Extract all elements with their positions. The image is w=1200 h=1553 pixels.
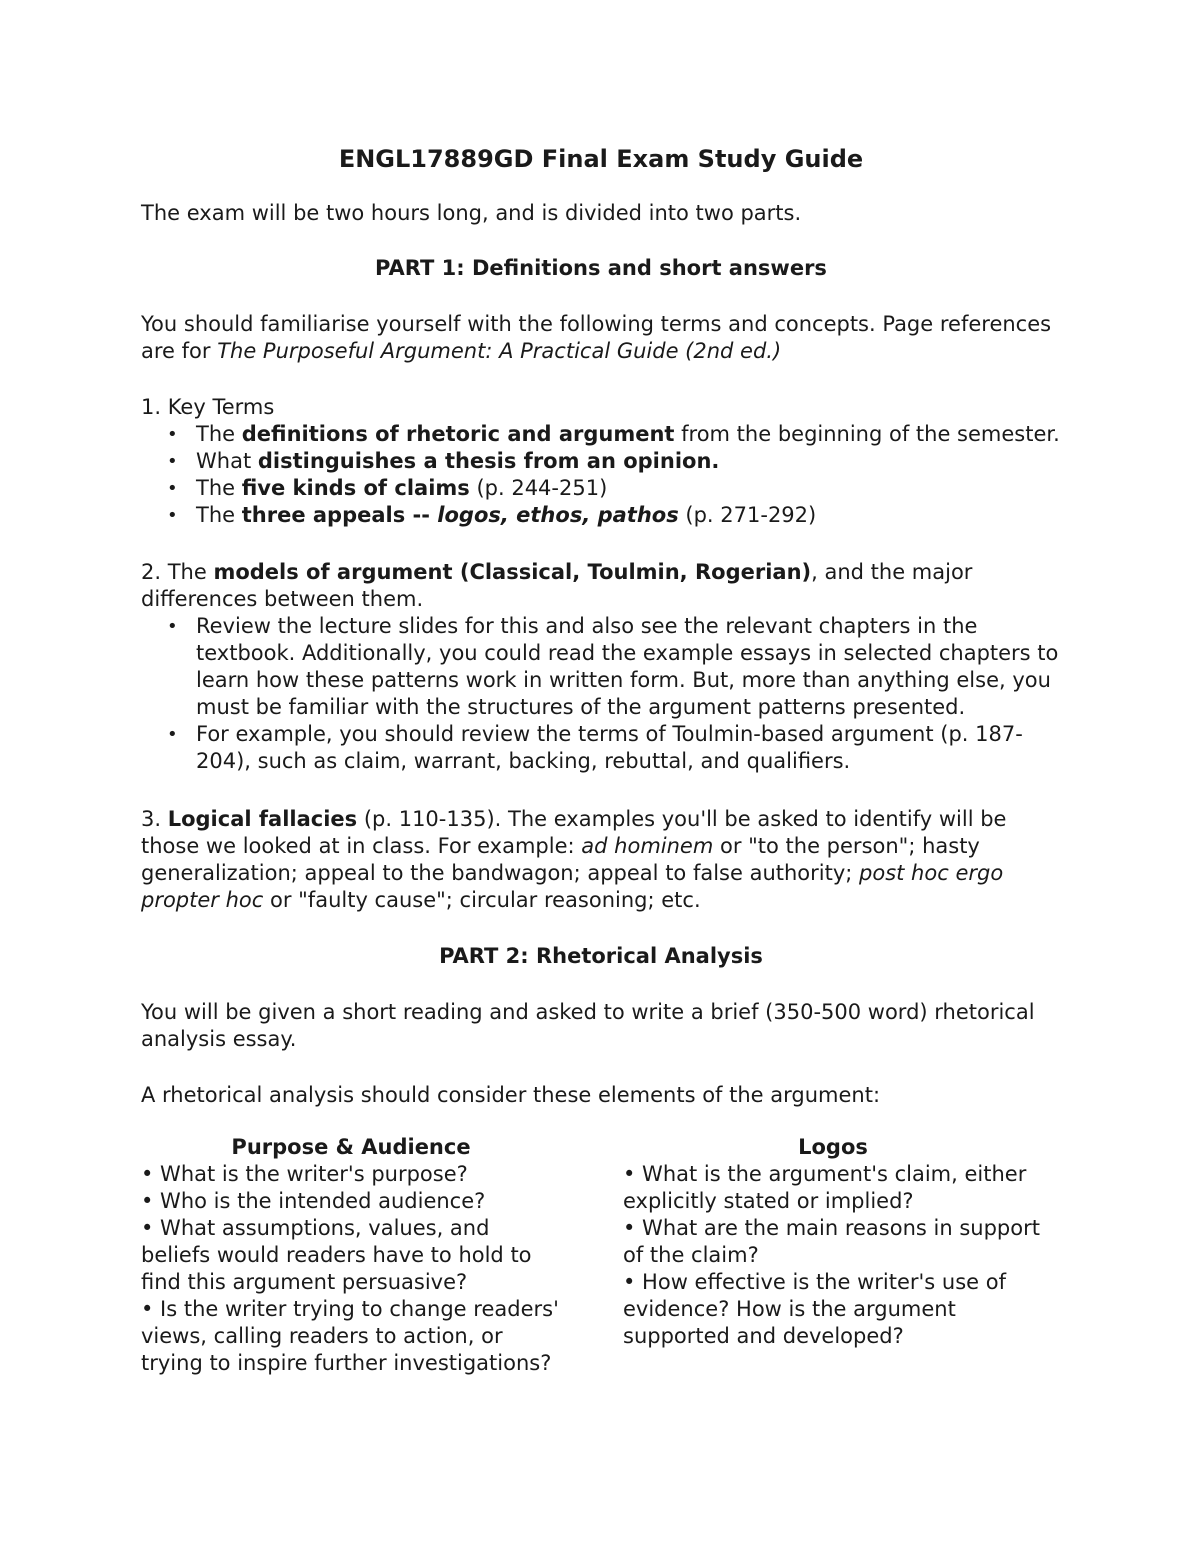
list-item: • The five kinds of claims (p. 244-251)	[141, 475, 1061, 502]
key-terms-list	[141, 421, 1061, 529]
section-models	[141, 559, 1061, 775]
models-list	[141, 613, 1061, 775]
list-item: • Review the lecture slides for this and also see the relevant chapters in the textbook. Additionally, you could read the example essays in selected chapters to learn how these patterns work in written form. But, more than anything else, you must be familiar with the structures of the argument patterns presented.	[141, 613, 1061, 721]
list-item: • What distinguishes a thesis from an opinion.	[141, 448, 1061, 475]
part1-heading: PART 1: Definitions and short answers	[375, 256, 827, 280]
key-terms-label: 1. Key Terms	[141, 395, 275, 419]
part2-paragraph-2: A rhetorical analysis should consider these elements of the argument:	[141, 1083, 881, 1107]
list-item: • What is the writer's purpose?	[141, 1162, 468, 1186]
list-item: • What is the argument's claim, either explicitly stated or implied?	[623, 1162, 1027, 1213]
list-item: • Who is the intended audience?	[141, 1189, 486, 1213]
intro-paragraph: The exam will be two hours long, and is divided into two parts.	[141, 201, 802, 225]
list-item: • The three appeals -- logos, ethos, pathos (p. 271-292)	[141, 502, 1061, 529]
column-logos	[623, 1134, 1043, 1350]
section-fallacies: 3. Logical fallacies (p. 110-135). The examples you'll be asked to identify will be those we looked at in class. For example: ad hominem or "to the person"; hasty generalization; appeal to the bandwagon; appeal to false authority; post hoc ergo propter hoc or "faulty cause"; circular reasoning; etc.	[141, 807, 1007, 912]
part1-intro	[141, 311, 1061, 365]
list-item: • What assumptions, values, and beliefs would readers have to hold to find this argument persuasive?	[141, 1216, 532, 1294]
document-title: ENGL17889GD Final Exam Study Guide	[338, 145, 864, 173]
part2-paragraph-1: You will be given a short reading and asked to write a brief (350-500 word) rhetorical analysis essay.	[141, 1000, 1035, 1051]
column-purpose-audience	[141, 1134, 561, 1377]
book-title: The Purposeful Argument: A Practical Guide (2nd ed.)	[217, 339, 782, 363]
list-item: • For example, you should review the terms of Toulmin-based argument (p. 187-204), such as claim, warrant, backing, rebuttal, and qualifiers.	[141, 721, 1061, 775]
part2-heading: PART 2: Rhetorical Analysis	[439, 944, 763, 968]
section-key-terms	[141, 394, 1061, 529]
list-item: • The definitions of rhetoric and argument from the beginning of the semester.	[141, 421, 1061, 448]
part1-intro-text: You should familiarise yourself with the following terms and concepts. Page references are for	[141, 312, 1052, 363]
list-item: • How effective is the writer's use of evidence? How is the argument supported and developed?	[623, 1270, 1006, 1348]
list-item: • What are the main reasons in support of the claim?	[623, 1216, 1040, 1267]
column-title: Purpose & Audience	[231, 1135, 471, 1159]
list-item: • Is the writer trying to change readers' views, calling readers to action, or trying to inspire further investigations?	[141, 1297, 559, 1375]
column-title: Logos	[798, 1135, 868, 1159]
models-paragraph: 2. The models of argument (Classical, Toulmin, Rogerian), and the major differences between them.	[141, 560, 973, 611]
